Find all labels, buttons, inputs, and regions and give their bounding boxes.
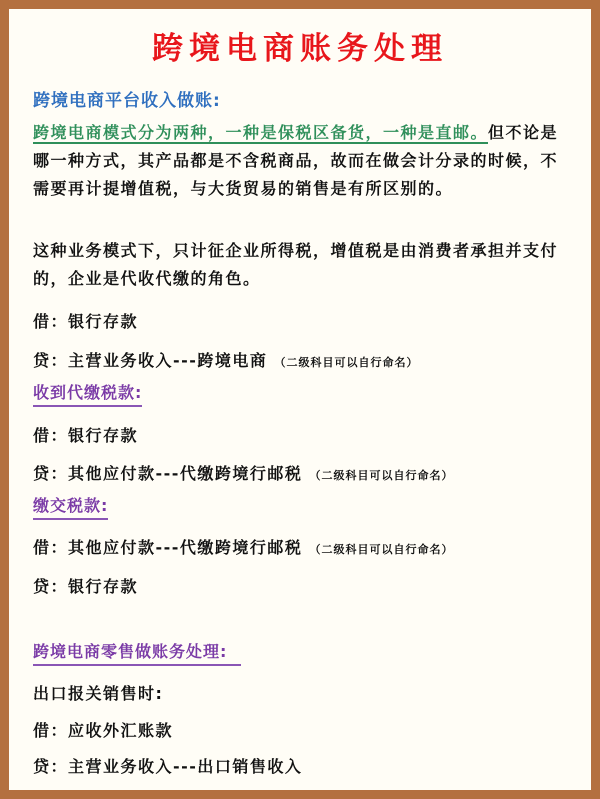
section-heading-platform-income: 跨境电商平台收入做账: [33, 91, 221, 111]
entry-credit-3: 贷：银行存款 [33, 577, 139, 596]
entry-debit-2: 借：银行存款 [33, 426, 139, 445]
section-heading-retail: 跨境电商零售做账务处理: [33, 639, 241, 666]
entry-credit-1 [33, 348, 569, 371]
entry-debit-3-note: （二级科目可以自行命名） [309, 543, 454, 556]
section-heading-receive-tax-wrap [33, 380, 569, 407]
section-heading-receive-tax: 收到代缴税款: [33, 380, 142, 407]
entry-credit-1-note: （二级科目可以自行命名） [274, 356, 419, 369]
entry-debit-1: 借：银行存款 [33, 312, 139, 331]
section-heading-retail-wrap [33, 639, 569, 666]
entry-debit-3-text: 借：其他应付款---代缴跨境行邮税 [33, 538, 303, 557]
entry-credit-2 [33, 461, 569, 484]
paragraph-modes-rest: 但不论是哪一种方式，其产品都是不含税商品，故而在做会计分录的时候，不需要再计提增值税，与大货贸易的销售是有所区别的。 [33, 123, 559, 198]
entry-credit-4: 贷：主营业务收入---出口销售收入 [33, 757, 303, 776]
document-card [9, 9, 591, 790]
entry-credit-2-note: （二级科目可以自行命名） [309, 469, 454, 482]
subheading-export: 出口报关销售时: [33, 684, 164, 703]
page-title: 跨境电商账务处理 [152, 31, 448, 67]
entry-credit-1-text: 贷：主营业务收入---跨境电商 [33, 351, 268, 370]
entry-debit-4: 借：应收外汇账款 [33, 721, 174, 740]
section-heading-pay-tax-wrap [33, 493, 569, 520]
entry-debit-3 [33, 535, 569, 558]
entry-credit-2-text: 贷：其他应付款---代缴跨境行邮税 [33, 464, 303, 483]
paragraph-modes [33, 119, 569, 203]
highlight-two-modes: 跨境电商模式分为两种，一种是保税区备货，一种是直邮。 [33, 123, 489, 142]
section-heading-pay-tax: 缴交税款: [33, 493, 108, 520]
paragraph-tax: 这种业务模式下，只计征企业所得税，增值税是由消费者承担并支付的，企业是代收代缴的角色。 [33, 241, 559, 288]
